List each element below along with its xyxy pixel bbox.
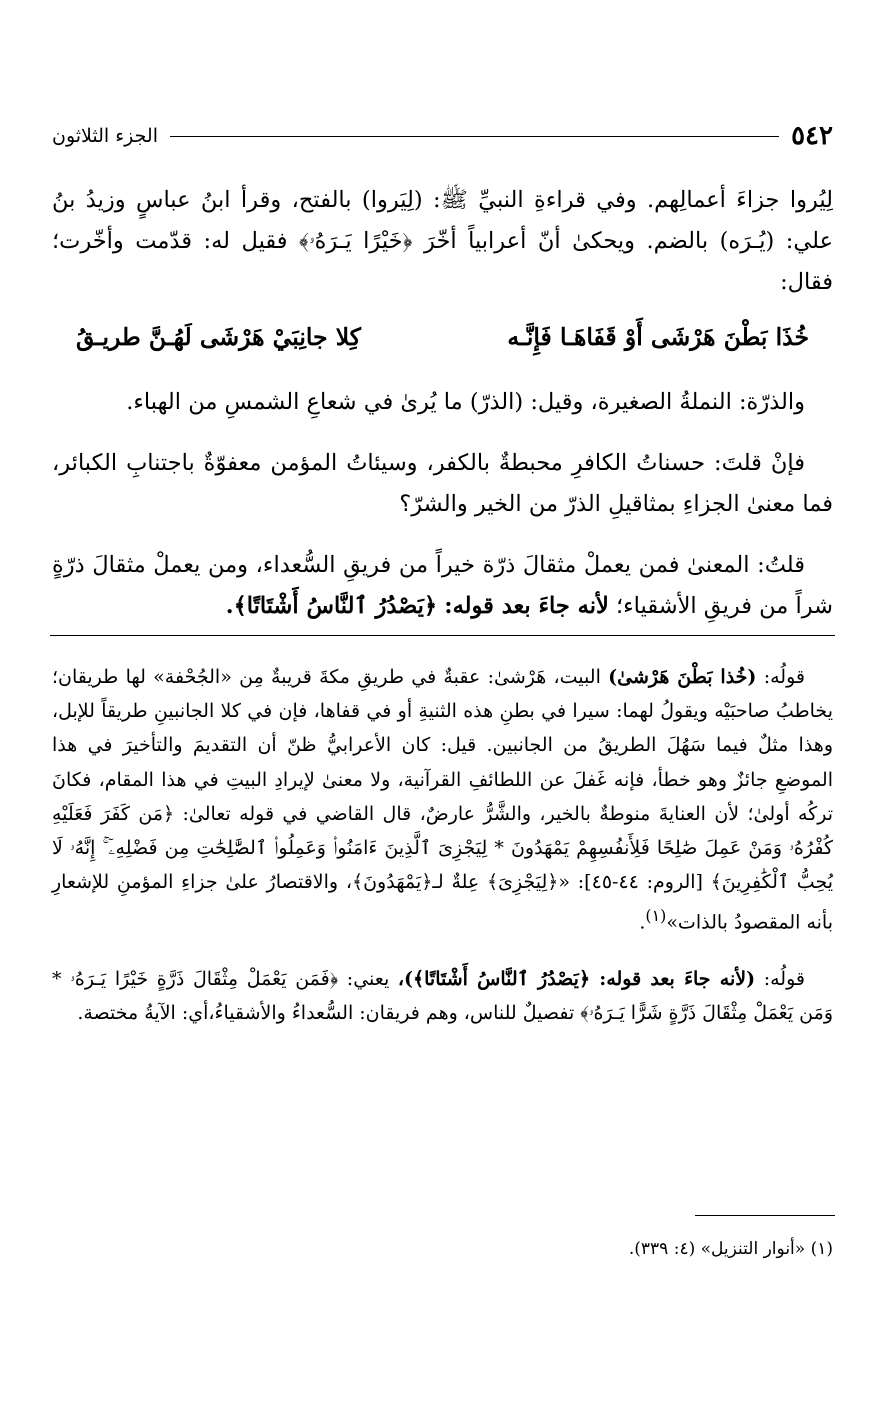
footnote-reference: (١) xyxy=(645,906,667,926)
commentary-lemma: (خُذا بَطْنَ هَرْشىٰ) xyxy=(608,666,757,688)
footnote-divider xyxy=(695,1215,835,1216)
verse-second-hemistich: كِلا جانِبَيْ هَرْشَى لَهُـنَّ طريـقُ xyxy=(76,323,361,351)
quran-quote: ﴿يَصْدُرُ ٱلنَّاسُ أَشْتَاتًا﴾. xyxy=(225,593,438,619)
running-head xyxy=(52,118,833,154)
commentary-end: . xyxy=(639,911,646,934)
header-rule xyxy=(170,136,779,137)
main-paragraph: فإنْ قلتَ: حسناتُ الكافرِ محبطةٌ بالكفر، وسيئاتُ المؤمن معفوّةٌ باجتنابِ الكبائر، فما معنىٰ الجزاءِ بمثاقيلِ الذرّ من الخير والشرّ؟ xyxy=(52,450,833,517)
commentary-intro: قولُه: xyxy=(763,666,805,688)
main-paragraph: لِيُروا جزاءَ أعمالِهم. وفي قراءةِ النبيِّ ﷺ: (لِيَروا) بالفتح، وقرأ ابنُ عباسٍ وزيدُ بنُ علي: (يُـرَه) بالضم. ويحكىٰ أنّ أعرابياً أخّرَ ﴿خَيْرًا يَـرَهُۥ﴾ فقيل له: قدّمت وأخّرت؛ فقال: xyxy=(52,187,833,295)
main-paragraph: والذرّة: النملةُ الصغيرة، وقيل: (الذرّ) ما يُرىٰ في شعاعِ الشمسِ من الهباء. xyxy=(126,389,805,415)
verse-first-hemistich: خُذَا بَطْنَ هَرْشَى أَوْ قَفَاهَـا فَإِنَّـه xyxy=(507,323,809,351)
commentary-body: يعني: ﴿فَمَن يَعْمَلْ مِثْقَالَ ذَرَّةٍ خَيْرًا يَـرَهُۥ * وَمَن يَعْمَلْ مِثْقَالَ ذَرَّةٍ شَرًّا يَـرَهُۥ﴾ تفصيلٌ للناس، وهم فريقان: السُّعداءُ والأشقياءُ،أي: الآيةُ مختصة. xyxy=(52,967,833,1025)
main-paragraph xyxy=(52,545,833,627)
commentary-text xyxy=(52,660,833,1052)
page-number: ٥٤٢ xyxy=(791,121,833,151)
main-text xyxy=(52,180,833,647)
answer-text: قلتُ: المعنىٰ فمن يعملْ مثقالَ ذرّة خيراً من فريقِ السُّعداء، ومن يعملْ مثقالَ ذرّةٍ شراً من فريقِ الأشقياء؛ xyxy=(52,552,833,619)
commentary-divider xyxy=(50,635,835,636)
commentary-paragraph xyxy=(52,962,833,1030)
commentary-body: البيت، هَرْشىٰ: عقبةٌ في طريقِ مكةَ قريبةٌ مِن «الجُحْفة» لها طريقان؛ يخاطبُ صاحبَيْه ويقولُ لهما: سيرا في بطنِ هذه الثنيةِ أو في قفاها، فإن في كلا الجانبينِ طريقاً للإبل، وهذا مثلٌ فيما سَهُلَ الطريقُ من الجانبين. قيل: كان الأعرابيُّ ظنّ أن التقديمَ والتأخيرَ في هذا الموضعِ جائزٌ وهو خطأ، فإنه غَفلَ عن اللطائفِ القرآنية، ولا معنىٰ لإيرادِ البيتِ في هذا المقام، فكانَ تركُه أولىٰ؛ لأن العنايةَ منوطةٌ بالخير، والشَّرُّ عارضٌ، قال القاضي في قوله تعالىٰ: ﴿مَن كَفَرَ فَعَلَيْهِ كُفْرُهُۥ وَمَنْ عَمِلَ صَٰلِحًا فَلِأَنفُسِهِمْ يَمْهَدُونَ * لِيَجْزِىَ ٱلَّذِينَ ءَامَنُوا۟ وَعَمِلُوا۟ ٱلصَّٰلِحَٰتِ مِن فَضْلِهِۦٓ ۚ إِنَّهُۥ لَا يُحِبُّ ٱلْكَٰفِرِينَ﴾ [الروم: ٤٤-٤٥]: «﴿لِيَجْزِىَ﴾ عِلةٌ لـ﴿يَمْهَدُونَ﴾، والاقتصارُ علىٰ جزاءِ المؤمنِ للإشعارِ بأنه المقصودُ بالذات» xyxy=(52,666,834,934)
commentary-lemma: (لأنه جاءَ بعد قوله: ﴿يَصْدُرُ ٱلنَّاسُ أَشْتَاتًا﴾)، xyxy=(397,967,756,990)
running-title: الجزء الثلاثون xyxy=(52,125,158,147)
footnotes xyxy=(52,1235,833,1263)
commentary-paragraph xyxy=(52,660,833,940)
commentary-intro: قولُه: xyxy=(763,967,805,990)
quoted-phrase: لأنه جاءَ بعد قوله: xyxy=(444,593,609,619)
footnote: (١) «أنوار التنزيل» (٤: ٣٣٩). xyxy=(628,1239,833,1259)
poetry-verse xyxy=(52,317,833,358)
